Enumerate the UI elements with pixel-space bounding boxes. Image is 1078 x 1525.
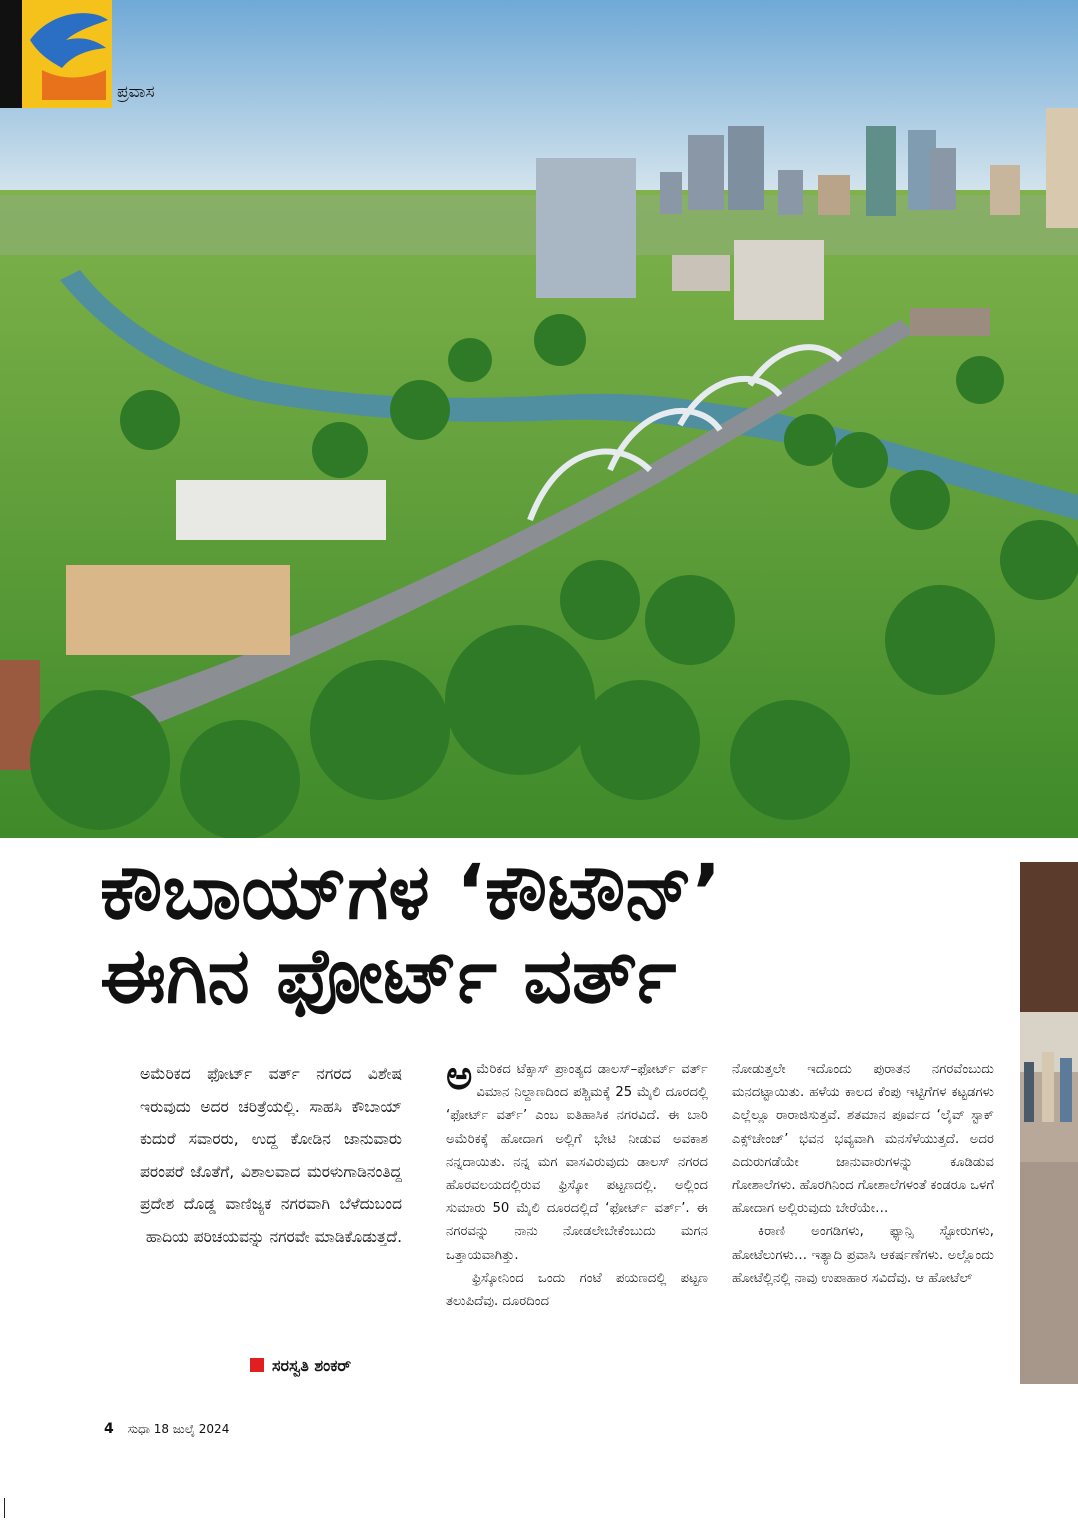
article-paragraph: ಮೆರಿಕದ ಟೆಕ್ಸಾಸ್ ಪ್ರಾಂತ್ಯದ ಡಾಲಸ್–ಫೋರ್ಟ್ ವರ್ತ್ ವಿಮಾನ ನಿಲ್ದಾಣದಿಂದ ಪಶ್ಚಿಮಕ್ಕೆ 25 ಮೈಲಿ ದೂರದಲ್ಲಿ ‘ಫೋರ್ಟ್ ವರ್ತ್’ ಎಂಬ ಐತಿಹಾಸಿಕ ನಗರವಿದೆ. ಈ ಬಾರಿ ಅಮೆರಿಕಕ್ಕೆ ಹೋದಾಗ ಅಲ್ಲಿಗೆ ಭೇಟಿ ನೀಡುವ ಅವಕಾಶ ನನ್ನದಾಯಿತು. ನನ್ನ ಮಗ ವಾಸವಿರುವುದು ಡಾಲಸ್ ನಗರದ ಹೊರವಲಯದಲ್ಲಿರುವ ಫ್ರಿಸ್ಕೋ ಪಟ್ಟಣದಲ್ಲಿ. ಅಲ್ಲಿಂದ ಸುಮಾರು 50 ಮೈಲಿ ದೂರದಲ್ಲಿದೆ ‘ಫೋರ್ಟ್ ವರ್ತ್’. ಈ ನಗರವನ್ನು ನಾನು ನೋಡಲೇಬೇಕೆಂಬುದು ಮಗನ ಒತ್ತಾಯವಾಗಿತ್ತು. bbox=[446, 1062, 708, 1263]
headline-line-2: ಈಗಿನ ಫೋರ್ಟ್ ವರ್ತ್ bbox=[100, 931, 677, 1020]
headline-line-1: ಕೌಬಾಯ್‌ಗಳ ‘ಕೌಟೌನ್’ bbox=[100, 847, 722, 936]
intro-paragraph: ಅಮೆರಿಕದ ಫೋರ್ಟ್ ವರ್ತ್ ನಗರದ ವಿಶೇಷ ಇರುವುದು ಅದರ ಚರಿತ್ರೆಯಲ್ಲಿ. ಸಾಹಸಿ ಕೌಬಾಯ್ ಕುದುರೆ ಸವಾರರು, ಉದ್ದ ಕೋಡಿನ ಜಾನುವಾರು ಪರಂಪರೆ ಜೊತೆಗೆ, ವಿಶಾಲವಾದ ಮರಳುಗಾಡಿನಂತಿದ್ದ ಪ್ರದೇಶ ದೊಡ್ಡ ವಾಣಿಜ್ಯಕ ನಗರವಾಗಿ ಬೆಳೆದುಬಂದ ಹಾದಿಯ ಪರಿಚಯವನ್ನು ನಗರವೇ ಮಾಡಿಕೊಡುತ್ತದೆ. bbox=[140, 1065, 402, 1246]
article-paragraph: ಕಿರಾಣಿ ಅಂಗಡಿಗಳು, ಫ್ಯಾನ್ಸಿ ಸ್ಟೋರುಗಳು, ಹೋಟೆಲುಗಳು… ಇತ್ಯಾದಿ ಪ್ರವಾಸಿ ಆಕರ್ಷಣೆಗಳು. ಅಲ್ಲೊಂದು ಹೋಟೆಲ್ಲಿನಲ್ಲಿ ನಾವು ಉಪಾಹಾರ ಸವಿದೆವು. ಆ ಹೋಟೆಲ್ bbox=[732, 1224, 994, 1286]
author-name: ಸರಸ್ವತಿ ಶಂಕರ್ bbox=[272, 1356, 352, 1375]
logo-black-bar bbox=[0, 0, 22, 108]
byline-marker bbox=[250, 1358, 264, 1372]
article-column-2 bbox=[732, 1058, 994, 1290]
issue-info: ಸುಧಾ 18 ಜುಲೈ 2024 bbox=[127, 1422, 230, 1436]
section-label: ಪ್ರವಾಸ bbox=[117, 82, 155, 102]
article-paragraph: ಫ್ರಿಸ್ಕೋನಿಂದ ಒಂದು ಗಂಟೆ ಪಯಣದಲ್ಲಿ ಪಟ್ಟಣ ತಲುಪಿದೆವು. ದೂರದಿಂದ bbox=[446, 1270, 708, 1310]
side-photo bbox=[1020, 862, 1078, 1384]
byline bbox=[250, 1356, 351, 1376]
street-photo-image bbox=[1020, 862, 1078, 1384]
page-number: 4 bbox=[104, 1421, 114, 1437]
article-column-1 bbox=[446, 1053, 708, 1313]
magazine-logo bbox=[22, 0, 112, 108]
crop-mark bbox=[4, 1498, 5, 1518]
bird-logo-icon bbox=[22, 0, 112, 108]
article-paragraph: ನೋಡುತ್ತಲೇ ಇದೊಂದು ಪುರಾತನ ನಗರವೆಂಬುದು ಮನದಟ್ಟಾಯಿತು. ಹಳೆಯ ಕಾಲದ ಕೆಂಪು ಇಟ್ಟಿಗೆಗಳ ಕಟ್ಟಡಗಳು ಎಲ್ಲೆಲ್ಲೂ ರಾರಾಜಿಸುತ್ತವೆ. ಶತಮಾನ ಪೂರ್ವದ ‘ಲೈವ್ ಸ್ಟಾಕ್ ಎಕ್ಸ್‌ಚೇಂಜ್’ ಭವನ ಭವ್ಯವಾಗಿ ಮನಸೆಳೆಯುತ್ತದೆ. ಅದರ ಎದುರುಗಡೆಯೇ ಜಾನುವಾರುಗಳನ್ನು ಕೂಡಿಡುವ ಗೋಶಾಲೆಗಳು. ಹೊರಗಿನಿಂದ ಗೋಶಾಲೆಗಳಂತೆ ಕಂಡರೂ ಒಳಗೆ ಹೋದಾಗ ಅಲ್ಲಿರುವುದು ಬೇರೆಯೇ… bbox=[732, 1062, 994, 1217]
headline bbox=[100, 847, 1000, 1020]
drop-cap: ಅ bbox=[446, 1053, 473, 1099]
page-footer bbox=[104, 1421, 229, 1437]
